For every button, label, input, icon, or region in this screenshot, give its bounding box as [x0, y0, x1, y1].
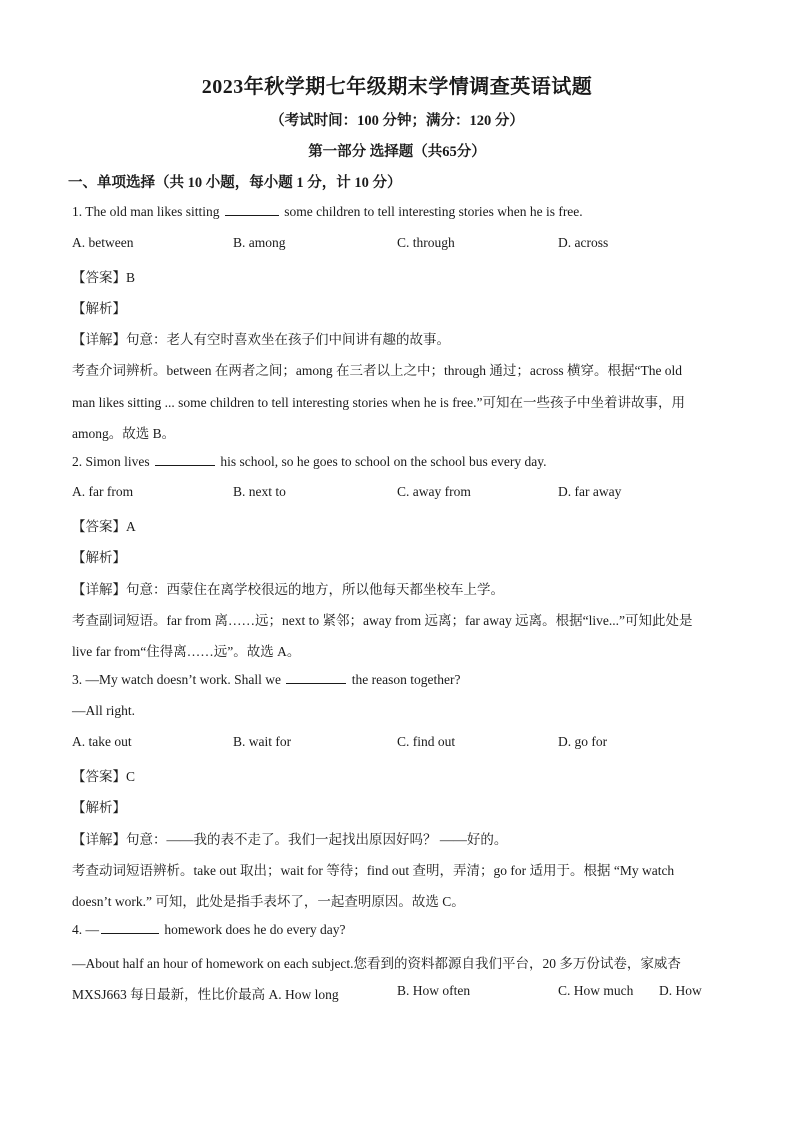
question-4-stem: [72, 921, 345, 938]
answer-label: 【答案】: [72, 270, 126, 285]
question-4-reply: —About half an hour of homework on each subject.您看到的资料都源自我们平台，20 多万份试卷，家威杏: [72, 956, 681, 971]
question-2-option-d: D. far away: [558, 484, 622, 499]
question-3-option-c: C. find out: [397, 734, 456, 749]
question-1-explanation-line: man likes sitting ... some children to tell interesting stories when he is free.”可知在一些孩子中坐着讲故事，用: [72, 395, 686, 410]
question-1-stem-start: 1. The old man likes sitting: [72, 204, 220, 219]
answer-value: C: [126, 769, 136, 784]
question-3-analysis-label: 【解析】: [72, 800, 126, 815]
detail-text: 句意：——我的表不走了。我们一起找出原因好吗？ ——好的。: [126, 832, 508, 847]
answer-value: B: [126, 270, 136, 285]
question-3-reply: —All right.: [72, 703, 135, 718]
question-1-explanation-line: 考查介词辨析。between 在两者之间；among 在三者以上之中；through 通过；across 横穿。根据“The old: [72, 363, 683, 378]
question-1-option-b: B. among: [233, 235, 286, 250]
question-1-explanation-line: among。故选 B。: [72, 426, 176, 441]
detail-text: 句意：西蒙住在离学校很远的地方，所以他每天都坐校车上学。: [126, 582, 504, 597]
exam-info: （考试时间：100 分钟；满分：120 分）: [270, 113, 524, 129]
question-1-stem-end: some children to tell interesting stories when he is free.: [284, 204, 583, 219]
answer-blank: [101, 921, 159, 934]
question-2-option-a: A. far from: [72, 484, 134, 499]
question-1-answer: [72, 266, 135, 286]
question-2-answer: [72, 515, 136, 535]
question-3-detail: [72, 828, 507, 848]
question-2-option-c: C. away from: [397, 484, 471, 499]
question-4-stem-start: 4. —: [72, 922, 99, 937]
answer-blank: [286, 671, 346, 684]
question-1-option-a: A. between: [72, 235, 134, 250]
question-1-option-c: C. through: [397, 235, 455, 250]
question-3-stem: [72, 671, 460, 688]
question-3-explanation-line: 考查动词短语辨析。take out 取出；wait for 等待；find out 查明，弄清；go for 适用于。根据 “My watch: [72, 863, 675, 878]
question-1-analysis-label: 【解析】: [72, 301, 126, 316]
answer-blank: [225, 203, 279, 216]
question-1-option-d: D. across: [558, 235, 609, 250]
question-4-option-b: B. How often: [397, 983, 471, 998]
question-2-detail: [72, 578, 504, 598]
page-title: 2023年秋学期七年级期末学情调查英语试题: [201, 76, 593, 98]
question-3-option-b: B. wait for: [233, 734, 292, 749]
question-2-stem-end: his school, so he goes to school on the school bus every day.: [220, 454, 547, 469]
question-2-explanation-line: live far from“住得离……远”。故选 A。: [72, 644, 301, 659]
question-1-stem: [72, 203, 583, 220]
detail-text: 句意：老人有空时喜欢坐在孩子们中间讲有趣的故事。: [126, 332, 450, 347]
question-4-option-c: C. How much: [558, 983, 634, 998]
question-3-option-d: D. go for: [558, 734, 608, 749]
detail-label: 【详解】: [72, 582, 126, 597]
question-4-option-d: D. How: [659, 983, 702, 998]
answer-blank: [155, 453, 215, 466]
question-4-option-a: MXSJ663 每日最新，性比价最高 A. How long: [72, 987, 339, 1002]
question-3-explanation-line: doesn’t work.” 可知，此处是指手表坏了，一起查明原因。故选 C。: [72, 894, 465, 909]
answer-label: 【答案】: [72, 769, 126, 784]
answer-label: 【答案】: [72, 519, 126, 534]
section-title: 一、单项选择（共 10 小题，每小题 1 分，计 10 分）: [68, 175, 402, 191]
question-3-option-a: A. take out: [72, 734, 132, 749]
question-2-analysis-label: 【解析】: [72, 550, 126, 565]
question-2-explanation-line: 考查副词短语。far from 离……远；next to 紧邻；away from 远离；far away 远离。根据“live...”可知此处是: [72, 613, 693, 628]
question-3-answer: [72, 765, 135, 785]
detail-label: 【详解】: [72, 332, 126, 347]
question-3-stem-start: 3. —My watch doesn’t work. Shall we: [72, 672, 281, 687]
question-4-stem-end: homework does he do every day?: [164, 922, 346, 937]
question-1-detail: [72, 328, 450, 348]
question-3-stem-end: the reason together?: [351, 672, 461, 687]
question-2-option-b: B. next to: [233, 484, 286, 499]
question-2-stem: [72, 453, 546, 470]
detail-label: 【详解】: [72, 832, 126, 847]
part-title: 第一部分 选择题（共65分）: [308, 144, 486, 160]
question-2-stem-start: 2. Simon lives: [72, 454, 150, 469]
answer-value: A: [126, 519, 136, 534]
